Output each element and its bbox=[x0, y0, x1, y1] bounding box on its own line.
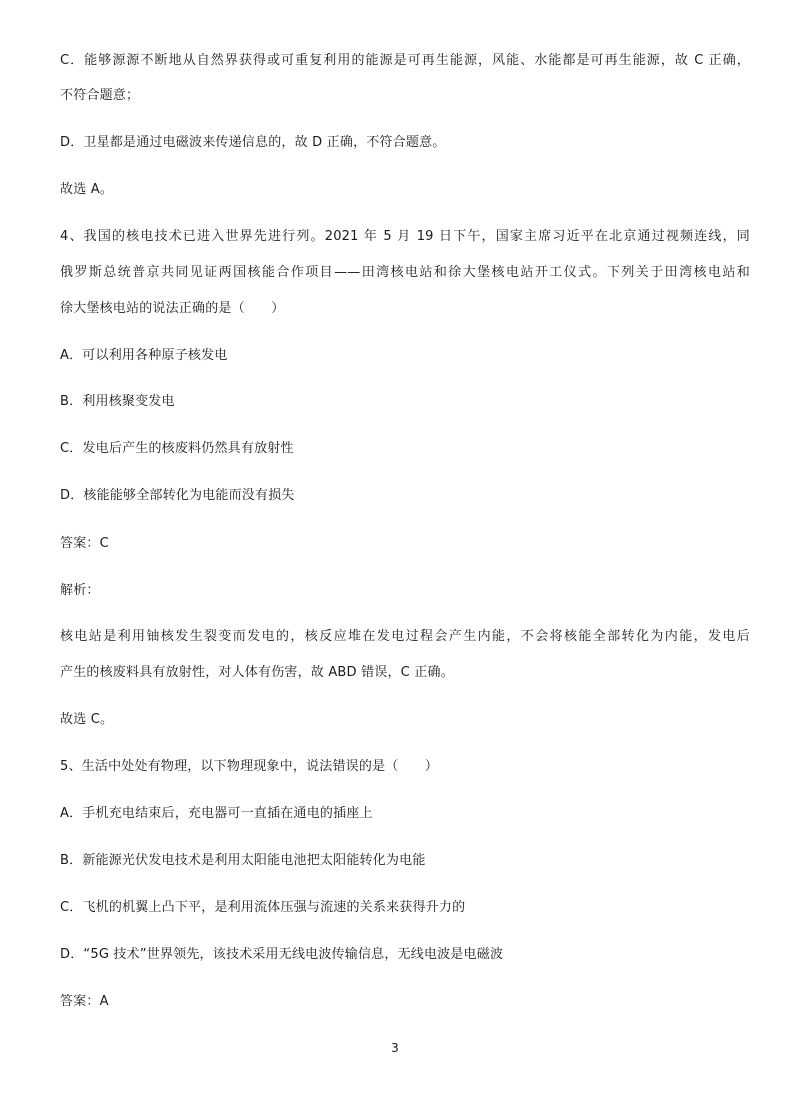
text-line: C．发电后产生的核废料仍然具有放射性 bbox=[60, 441, 294, 456]
text-line: D．卫星都是通过电磁波来传递信息的，故 D 正确，不符合题意。 bbox=[60, 135, 446, 150]
text-line: A．手机充电结束后，充电器可一直插在通电的插座上 bbox=[60, 806, 373, 821]
answer-label: 答案：A bbox=[60, 994, 109, 1009]
text-line: D．“5G 技术”世界领先，该技术采用无线电波传输信息，无线电波是电磁波 bbox=[60, 947, 504, 962]
text-line: B．新能源光伏发电技术是利用太阳能电池把太阳能转化为电能 bbox=[60, 853, 426, 868]
text-line: 5、生活中处处有物理，以下物理现象中，说法错误的是（ ） bbox=[60, 759, 439, 774]
page-number: 3 bbox=[391, 1041, 399, 1055]
text-line: D．核能能够全部转化为电能而没有损失 bbox=[60, 488, 295, 503]
text-line: C．能够源源不断地从自然界获得或可重复利用的能源是可再生能源，风能、水能都是可再生能源，故 C 正确， bbox=[60, 53, 750, 68]
text-line: C．飞机的机翼上凸下平，是利用流体压强与流速的关系来获得升力的 bbox=[60, 900, 466, 915]
answer-label: 答案：C bbox=[60, 536, 109, 551]
text-line: 核电站是利用铀核发生裂变而发电的，核反应堆在发电过程会产生内能，不会将核能全部转化为内能，发电后 bbox=[60, 629, 750, 644]
text-line: 故选 A。 bbox=[60, 182, 114, 197]
text-line: 4、我国的核电技术已进入世界先进行列。2021 年 5 月 19 日下午，国家主席习近平在北京通过视频连线，同 bbox=[60, 229, 750, 244]
text-line: A．可以利用各种原子核发电 bbox=[60, 348, 228, 363]
analysis-label: 解析： bbox=[60, 583, 100, 598]
text-line: 产生的核废料具有放射性，对人体有伤害，故 ABD 错误，C 正确。 bbox=[60, 665, 454, 680]
text-line: 不符合题意； bbox=[60, 88, 140, 103]
text-line: 俄罗斯总统普京共同见证两国核能合作项目——田湾核电站和徐大堡核电站开工仪式。下列关于田湾核电站和 bbox=[60, 265, 750, 280]
text-line: B．利用核聚变发电 bbox=[60, 394, 175, 409]
text-line: 徐大堡核电站的说法正确的是（ ） bbox=[60, 301, 285, 316]
text-line: 故选 C。 bbox=[60, 712, 114, 727]
